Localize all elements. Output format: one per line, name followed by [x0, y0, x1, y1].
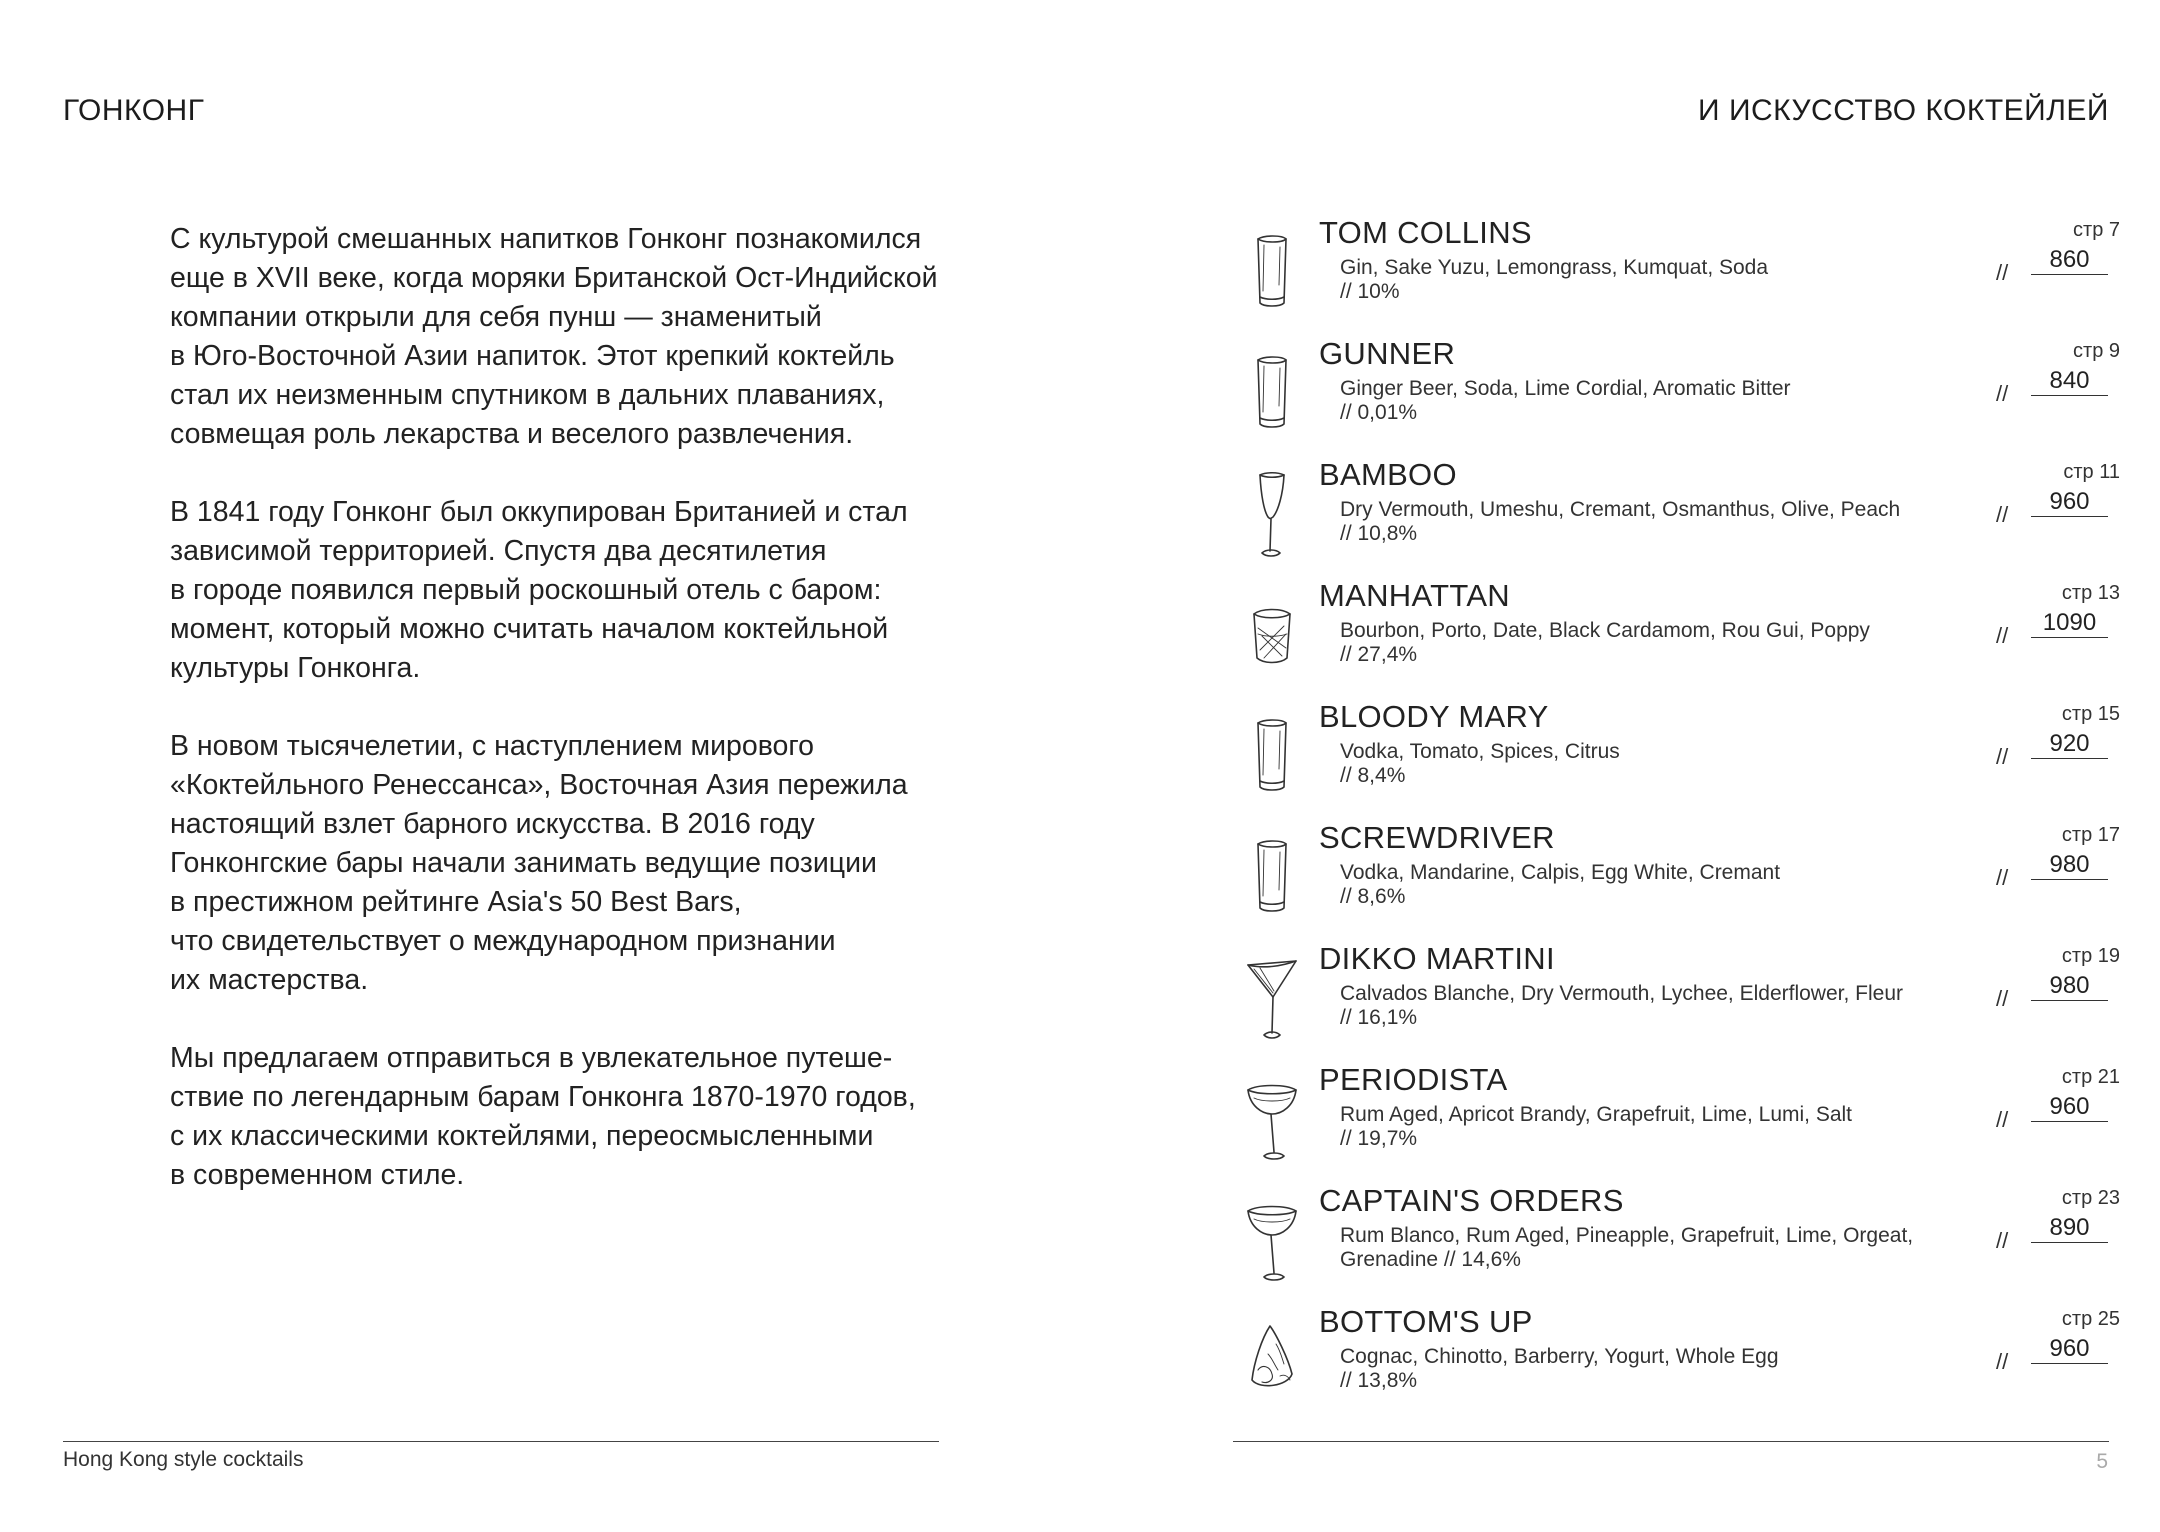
page-reference: стр 15: [2061, 703, 2120, 725]
menu-item[interactable]: [1240, 215, 2120, 336]
price-separator: //: [1996, 744, 2009, 769]
flute-glass-icon: [1240, 467, 1304, 565]
rocks-glass-icon: [1240, 588, 1304, 686]
page-reference: стр 11: [2063, 461, 2120, 483]
cocktail-ingredients: Dry Vermouth, Umeshu, Cremant, Osmanthus, Olive, Peach // 10,8%: [1340, 498, 1901, 545]
cocktail-price: 890: [2031, 1213, 2108, 1243]
cocktail-name: PERIODISTA: [1319, 1062, 1508, 1097]
cocktail-price: 840: [2031, 366, 2108, 396]
cocktail-name: CAPTAIN'S ORDERS: [1319, 1183, 1624, 1218]
cocktail-ingredients: Rum Blanco, Rum Aged, Pineapple, Grapefruit, Lime, Orgeat, Grenadine // 14,6%: [1340, 1224, 1914, 1271]
cocktail-ingredients: Cognac, Chinotto, Barberry, Yogurt, Whole Egg // 13,8%: [1340, 1345, 1779, 1392]
menu-item[interactable]: [1240, 578, 2120, 699]
cocktail-ingredients: Gin, Sake Yuzu, Lemongrass, Kumquat, Soda // 10%: [1340, 256, 1769, 303]
price-separator: //: [1996, 623, 2009, 648]
price-separator: //: [1996, 1107, 2009, 1132]
cocktail-name: BLOODY MARY: [1319, 699, 1549, 734]
menu-item[interactable]: [1240, 941, 2120, 1062]
highball-glass-icon: [1240, 346, 1304, 444]
footer-divider-left: [63, 1441, 939, 1442]
intro-paragraph: В 1841 году Гонконг был оккупирован Британией и стал зависимой территорией. Спустя два десятилетия в городе появился первый роскошный отель с баром: момент, который можно считать началом коктейльной культуры Гонконга.: [170, 496, 908, 684]
cocktail-price: 980: [2031, 850, 2108, 880]
cocktail-name: SCREWDRIVER: [1319, 820, 1555, 855]
page-number: 5: [2096, 1450, 2108, 1473]
section-title-left: ГОНКОНГ: [63, 94, 205, 127]
cocktail-name: MANHATTAN: [1319, 578, 1510, 613]
cocktail-price: 980: [2031, 971, 2108, 1001]
page-reference: стр 21: [2061, 1066, 2120, 1088]
price-separator: //: [1996, 1228, 2009, 1253]
footer-caption: Hong Kong style cocktails: [63, 1448, 304, 1471]
ceramic-vessel-icon: [1240, 1314, 1304, 1412]
highball-glass-icon: [1240, 709, 1304, 807]
menu-item[interactable]: [1240, 1304, 2120, 1425]
menu-item[interactable]: [1240, 820, 2120, 941]
cocktail-price: 960: [2031, 1092, 2108, 1122]
price-separator: //: [1996, 260, 2009, 285]
coupe-glass-icon: [1240, 1072, 1304, 1170]
cocktail-name: DIKKO MARTINI: [1319, 941, 1555, 976]
page-reference: стр 17: [2061, 824, 2120, 846]
section-title-right: И ИСКУССТВО КОКТЕЙЛЕЙ: [1698, 94, 2109, 127]
menu-item[interactable]: [1240, 336, 2120, 457]
cocktail-ingredients: Vodka, Tomato, Spices, Citrus // 8,4%: [1340, 740, 1620, 787]
cocktail-price: 1090: [2031, 608, 2108, 638]
cocktail-ingredients: Rum Aged, Apricot Brandy, Grapefruit, Lime, Lumi, Salt // 19,7%: [1340, 1103, 1853, 1150]
price-separator: //: [1996, 1349, 2009, 1374]
highball-glass-icon: [1240, 225, 1304, 323]
cocktail-name: BAMBOO: [1319, 457, 1457, 492]
page-reference: стр 19: [2061, 945, 2120, 967]
cocktail-ingredients: Ginger Beer, Soda, Lime Cordial, Aromatic Bitter // 0,01%: [1340, 377, 1791, 424]
cocktail-price: 960: [2031, 487, 2108, 517]
cocktail-price: 960: [2031, 1334, 2108, 1364]
price-separator: //: [1996, 986, 2009, 1011]
page-reference: стр 9: [2073, 340, 2120, 362]
page-reference: стр 13: [2061, 582, 2120, 604]
cocktail-ingredients: Bourbon, Porto, Date, Black Cardamom, Rou Gui, Poppy // 27,4%: [1340, 619, 1870, 666]
intro-paragraph: С культурой смешанных напитков Гонконг познакомился еще в XVII веке, когда моряки Британской Ост-Индийской компании открыли для себя пунш — знаменитый в Юго-Восточной Азии напиток. Этот крепкий коктейль стал их неизменным спутником в дальних плаваниях, совмещая роль лекарства и веселого развлечения.: [170, 223, 938, 450]
menu-item[interactable]: [1240, 1183, 2120, 1304]
highball-glass-icon: [1240, 830, 1304, 928]
price-separator: //: [1996, 502, 2009, 527]
cocktail-menu: [1240, 215, 2120, 1425]
intro-text: [170, 220, 970, 1234]
footer-divider-right: [1233, 1441, 2109, 1442]
cocktail-name: GUNNER: [1319, 336, 1456, 371]
page-reference: стр 7: [2073, 219, 2120, 241]
cocktail-name: BOTTOM'S UP: [1319, 1304, 1533, 1339]
cocktail-price: 860: [2031, 245, 2108, 275]
page-reference: стр 23: [2061, 1187, 2120, 1209]
intro-paragraph: В новом тысячелетии, с наступлением мирового «Коктейльного Ренессанса», Восточная Азия пережила настоящий взлет барного искусства. В 2016 году Гонконгские бары начали занимать ведущие позиции в престижном рейтинге Asia's 50 Best Bars, что свидетельствует о международном признании их мастерства.: [170, 730, 908, 996]
price-separator: //: [1996, 865, 2009, 890]
cocktail-price: 920: [2031, 729, 2108, 759]
price-separator: //: [1996, 381, 2009, 406]
intro-paragraph: Мы предлагаем отправиться в увлекательное путеше- ствие по легендарным барам Гонконга 1870-1970 годов, с их классическими коктейлями, переосмысленными в современном стиле.: [170, 1042, 916, 1191]
martini-glass-icon: [1240, 951, 1304, 1049]
cocktail-name: TOM COLLINS: [1319, 215, 1532, 250]
cocktail-ingredients: Calvados Blanche, Dry Vermouth, Lychee, Elderflower, Fleur // 16,1%: [1340, 982, 1903, 1029]
menu-item[interactable]: [1240, 1062, 2120, 1183]
menu-item[interactable]: [1240, 699, 2120, 820]
coupe-glass-icon: [1240, 1193, 1304, 1291]
page-reference: стр 25: [2061, 1308, 2120, 1330]
menu-item[interactable]: [1240, 457, 2120, 578]
cocktail-ingredients: Vodka, Mandarine, Calpis, Egg White, Cremant // 8,6%: [1340, 861, 1781, 908]
